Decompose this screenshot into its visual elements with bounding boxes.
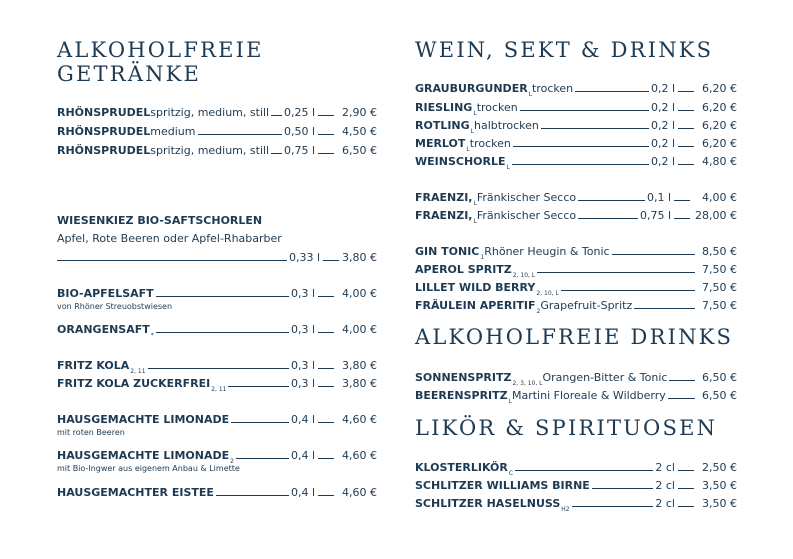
leader-line xyxy=(156,332,289,333)
item-description: Rhöner Heugin & Tonic xyxy=(484,245,610,258)
item-price: 3,50 € xyxy=(702,497,737,510)
menu-item: ORANGENSAFT * 0,3 l 4,00 € xyxy=(57,323,377,339)
item-volume: 0,2 l xyxy=(650,137,675,150)
item-volume: 0,2 l xyxy=(650,82,675,95)
item-name: HAUSGEMACHTE LIMONADE xyxy=(57,413,230,426)
item-price: 3,50 € xyxy=(702,479,737,492)
menu-item: RIESLING L trocken 0,2 l 6,20 € xyxy=(415,101,737,117)
item-price: 6,50 € xyxy=(342,144,377,157)
item-volume: 0,2 l xyxy=(650,155,675,168)
section-title-likoer-spirituosen: LIKÖR & SPIRITUOSEN xyxy=(415,416,718,440)
item-volume: 2 cl xyxy=(655,497,675,510)
leader-line xyxy=(271,115,282,116)
leader-line xyxy=(198,134,282,135)
title-line-1: ALKOHOLFREIE xyxy=(57,38,264,62)
leader-line xyxy=(520,110,649,111)
item-name: FRITZ KOLA ZUCKERFREI xyxy=(57,377,211,390)
leader-line xyxy=(318,422,334,423)
leader-line xyxy=(669,380,695,381)
item-price: 7,50 € xyxy=(702,281,737,294)
menu-item: GRAUBURGUNDER L trocken 0,2 l 6,20 € xyxy=(415,82,737,98)
item-volume: 0,25 l xyxy=(283,106,315,119)
leader-line xyxy=(678,488,694,489)
item-name: WIESENKIEZ BIO-SAFTSCHORLEN xyxy=(57,214,263,227)
item-price: 2,50 € xyxy=(702,461,737,474)
item-description: spritzig, medium, still xyxy=(150,106,270,119)
leader-line xyxy=(678,110,694,111)
menu-item xyxy=(57,104,377,119)
item-subtext: mit roten Beeren xyxy=(57,428,125,437)
leader-line xyxy=(668,398,695,399)
leader-line xyxy=(318,134,334,135)
item-price: 3,80 € xyxy=(342,359,377,372)
menu-item: FRITZ KOLA ZUCKERFREI 2, 11 0,3 l 3,80 € xyxy=(57,377,377,393)
item-price: 4,50 € xyxy=(342,125,377,138)
leader-line xyxy=(318,386,334,387)
menu-item xyxy=(57,123,377,138)
section-title-wein-sekt-drinks: WEIN, SEKT & DRINKS xyxy=(415,38,714,62)
item-name: BIO-APFELSAFT xyxy=(57,287,154,300)
leader-line xyxy=(678,91,694,92)
item-volume: 0,1 l xyxy=(646,191,671,204)
item-name: HAUSGEMACHTER EISTEE xyxy=(57,486,214,499)
item-description: spritzig, medium, still xyxy=(150,144,270,157)
leader-line xyxy=(318,115,334,116)
item-volume: 2 cl xyxy=(655,461,675,474)
item-volume: 0,3 l xyxy=(290,287,315,300)
menu-item: MERLOT L trocken 0,2 l 6,20 € xyxy=(415,137,737,153)
menu-item: KLOSTERLIKÖR C 2 cl 2,50 € xyxy=(415,461,737,477)
leader-line xyxy=(674,218,690,219)
item-volume: 0,75 l xyxy=(639,209,671,222)
item-subtext: mit Bio-Ingwer aus eigenem Anbau & Limette xyxy=(57,464,240,473)
menu-item xyxy=(57,285,377,300)
item-name: RHÖNSPRUDEL xyxy=(57,125,151,138)
item-name: FRITZ KOLA xyxy=(57,359,130,372)
item-name: MERLOT xyxy=(415,137,466,150)
menu-item: APEROL SPRITZ 2, 10, L 7,50 € xyxy=(415,263,737,279)
item-name: FRAENZI, xyxy=(415,191,473,204)
leader-line xyxy=(575,91,649,92)
leader-line xyxy=(674,200,690,201)
item-name: LILLET WILD BERRY xyxy=(415,281,536,294)
leader-line xyxy=(512,164,649,165)
item-name: RHÖNSPRUDEL xyxy=(57,106,151,119)
item-price: 4,60 € xyxy=(342,413,377,426)
item-description: trocken xyxy=(476,101,518,114)
item-description: halbtrocken xyxy=(474,119,539,132)
item-description: Martini Floreale & Wildberry xyxy=(511,389,666,402)
leader-line xyxy=(678,164,694,165)
item-name: BEERENSPRITZ xyxy=(415,389,508,402)
item-name: FRÄULEIN APERITIF xyxy=(415,299,536,312)
item-description: trocken xyxy=(469,137,511,150)
item-name: SONNENSPRITZ xyxy=(415,371,512,384)
leader-line xyxy=(592,488,654,489)
item-name: KLOSTERLIKÖR xyxy=(415,461,508,474)
leader-line xyxy=(318,153,334,154)
menu-item: LILLET WILD BERRY 2, 10, L 7,50 € xyxy=(415,281,737,297)
item-name: ROTLING xyxy=(415,119,470,132)
item-name: RHÖNSPRUDEL xyxy=(57,144,151,157)
item-volume: 0,4 l xyxy=(290,486,315,499)
item-description: Orangen-Bitter & Tonic xyxy=(542,371,668,384)
menu-item xyxy=(415,477,737,492)
leader-line xyxy=(148,368,289,369)
menu-item: BEERENSPRITZ L Martini Floreale & Wildberry 6,50 € xyxy=(415,389,737,405)
item-name: RIESLING xyxy=(415,101,473,114)
leader-line xyxy=(236,458,289,459)
leader-line xyxy=(578,218,638,219)
item-name: WEINSCHORLE xyxy=(415,155,506,168)
section-title-alkoholfreie-getraenke xyxy=(57,38,264,86)
leader-line xyxy=(318,368,334,369)
schorlen-description: Apfel, Rote Beeren oder Apfel-Rhabarber xyxy=(57,232,282,245)
item-description: medium xyxy=(150,125,196,138)
item-volume: 0,3 l xyxy=(290,377,315,390)
item-volume: 0,2 l xyxy=(650,101,675,114)
item-name: FRAENZI, xyxy=(415,209,473,222)
leader-line xyxy=(678,506,694,507)
menu-item: WEINSCHORLE L 0,2 l 4,80 € xyxy=(415,155,737,171)
item-price: 3,80 € xyxy=(342,251,377,264)
leader-line xyxy=(572,506,654,507)
leader-line xyxy=(271,153,282,154)
item-price: 28,00 € xyxy=(695,209,737,222)
menu-item: FRAENZI, L Fränkischer Secco 0,75 l 28,00 € xyxy=(415,209,737,225)
leader-line xyxy=(634,308,695,309)
leader-line xyxy=(156,296,289,297)
leader-line xyxy=(318,495,334,496)
item-price: 6,50 € xyxy=(702,389,737,402)
item-description: Fränkischer Secco xyxy=(476,191,577,204)
leader-line xyxy=(578,200,645,201)
leader-line xyxy=(513,146,649,147)
item-price: 6,50 € xyxy=(702,371,737,384)
item-price: 7,50 € xyxy=(702,263,737,276)
item-volume: 0,2 l xyxy=(650,119,675,132)
schorlen-title xyxy=(57,212,377,227)
leader-line xyxy=(318,332,334,333)
title-line-2: GETRÄNKE xyxy=(57,62,202,86)
leader-line xyxy=(561,290,695,291)
item-volume: 0,33 l xyxy=(288,251,320,264)
leader-line xyxy=(678,128,694,129)
leader-line xyxy=(57,260,287,261)
item-price: 4,00 € xyxy=(702,191,737,204)
item-volume: 0,50 l xyxy=(283,125,315,138)
menu-item: GIN TONIC 1 Rhöner Heugin & Tonic 8,50 € xyxy=(415,245,737,261)
menu-item xyxy=(57,142,377,157)
item-price: 2,90 € xyxy=(342,106,377,119)
menu-item: SONNENSPRITZ 2, 3, 10, L Orangen-Bitter & Tonic 6,50 € xyxy=(415,371,737,387)
menu-item: SCHLITZER HASELNUSS H2 2 cl 3,50 € xyxy=(415,497,737,513)
menu-item: ROTLING L halbtrocken 0,2 l 6,20 € xyxy=(415,119,737,135)
item-price: 4,60 € xyxy=(342,486,377,499)
schorlen-price-row xyxy=(57,249,377,264)
item-volume: 2 cl xyxy=(655,479,675,492)
leader-line xyxy=(318,458,334,459)
item-name: APEROL SPRITZ xyxy=(415,263,512,276)
leader-line xyxy=(228,386,288,387)
leader-line xyxy=(216,495,289,496)
item-price: 7,50 € xyxy=(702,299,737,312)
item-price: 6,20 € xyxy=(702,101,737,114)
item-price: 4,00 € xyxy=(342,287,377,300)
item-name: GRAUBURGUNDER xyxy=(415,82,528,95)
item-description: trocken xyxy=(532,82,574,95)
item-price: 6,20 € xyxy=(702,82,737,95)
item-price: 4,00 € xyxy=(342,323,377,336)
item-volume: 0,4 l xyxy=(290,413,315,426)
item-name: ORANGENSAFT xyxy=(57,323,150,336)
menu-item: FRITZ KOLA 2, 11 0,3 l 3,80 € xyxy=(57,359,377,375)
leader-line xyxy=(678,146,694,147)
menu-item: FRAENZI, L Fränkischer Secco 0,1 l 4,00 € xyxy=(415,191,737,207)
section-title-alkoholfreie-drinks: ALKOHOLFREIE DRINKS xyxy=(415,325,734,349)
leader-line xyxy=(541,128,649,129)
item-subtext: von Rhöner Streuobstwiesen xyxy=(57,302,173,311)
item-name: HAUSGEMACHTE LIMONADE xyxy=(57,449,230,462)
item-price: 4,60 € xyxy=(342,449,377,462)
item-price: 8,50 € xyxy=(702,245,737,258)
leader-line xyxy=(612,254,695,255)
leader-line xyxy=(231,422,289,423)
item-volume: 0,3 l xyxy=(290,323,315,336)
menu-item xyxy=(57,411,377,426)
item-price: 6,20 € xyxy=(702,137,737,150)
item-volume: 0,3 l xyxy=(290,359,315,372)
menu-item xyxy=(57,484,377,499)
item-name: SCHLITZER WILLIAMS BIRNE xyxy=(415,479,590,492)
item-name: GIN TONIC xyxy=(415,245,480,258)
item-name: SCHLITZER HASELNUSS xyxy=(415,497,561,510)
leader-line xyxy=(515,470,653,471)
item-description: Fränkischer Secco xyxy=(476,209,577,222)
menu-item: FRÄULEIN APERITIF 2 Grapefruit-Spritz 7,50 € xyxy=(415,299,737,315)
item-price: 3,80 € xyxy=(342,377,377,390)
leader-line xyxy=(323,260,339,261)
menu-item: HAUSGEMACHTE LIMONADE 2 0,4 l 4,60 € xyxy=(57,449,377,465)
item-volume: 0,4 l xyxy=(290,449,315,462)
item-description: Grapefruit-Spritz xyxy=(540,299,633,312)
item-volume: 0,75 l xyxy=(283,144,315,157)
leader-line xyxy=(537,272,695,273)
item-price: 4,80 € xyxy=(702,155,737,168)
item-price: 6,20 € xyxy=(702,119,737,132)
leader-line xyxy=(678,470,694,471)
leader-line xyxy=(318,296,334,297)
